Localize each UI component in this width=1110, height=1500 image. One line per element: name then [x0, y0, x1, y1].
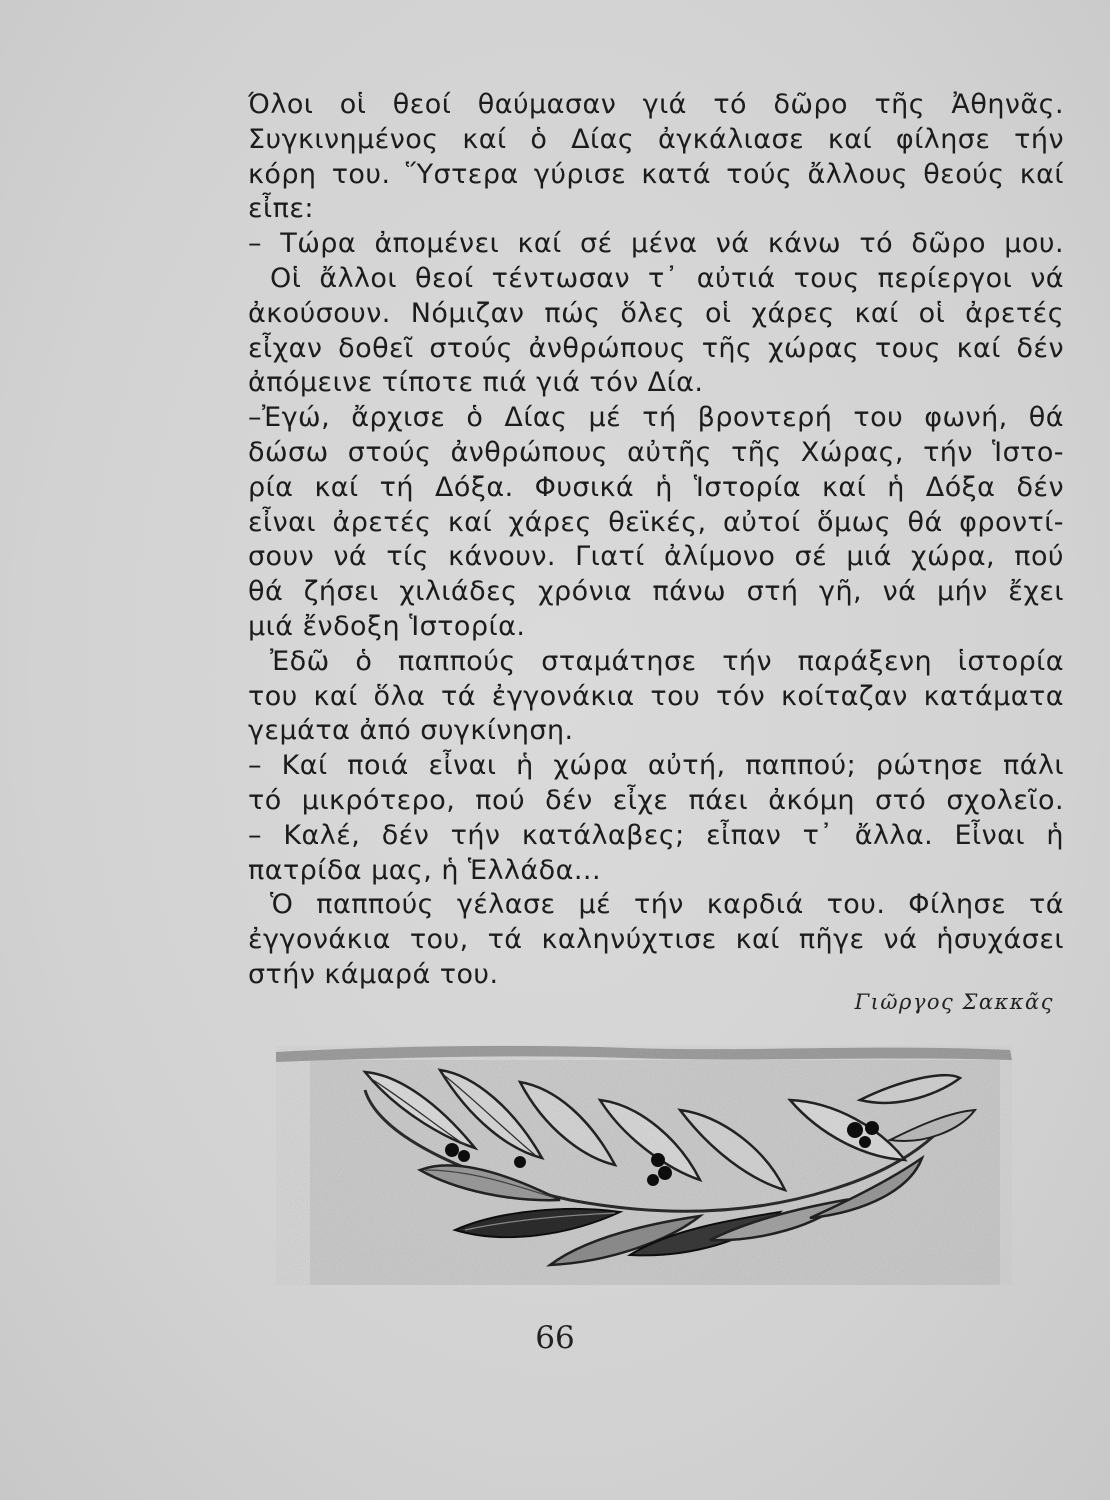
text-line: Ἐδῶ ὁ παππούς σταμάτησε τήν παράξενη ἱστορία — [270, 645, 1064, 677]
text-line: σουν νά τίς κάνουν. Γιατί ἀλίμονο σέ μιά χώρα, πού — [248, 541, 1064, 573]
text-line: κόρη του. Ὕστερα γύρισε κατά τούς ἄλλους θεούς καί — [248, 158, 1064, 190]
text-line: – Καί ποιά εἶναι ἡ χώρα αὐτή, παππού; ρώτησε πάλι — [248, 750, 1064, 782]
text-line: στήν κάμαρά του. — [248, 958, 499, 990]
text-line: Οἱ ἄλλοι θεοί τέντωσαν τ᾽ αὐτιά τους περίεργοι νά — [270, 262, 1064, 294]
text-line: – Καλέ, δέν τήν κατάλαβες; εἶπαν τ᾽ ἄλλα. Εἶναι ἡ — [248, 819, 1064, 851]
text-line: γεμάτα ἀπό συγκίνηση. — [248, 715, 574, 747]
text-line: θά ζήσει χιλιάδες χρόνια πάνω στή γῆ, νά μήν ἔχει — [248, 576, 1064, 608]
text-line: –Ἐγώ, ἄρχισε ὁ Δίας μέ τή βροντερή του φωνή, θά — [248, 402, 1064, 434]
text-line: δώσω στούς ἀνθρώπους αὐτῆς τῆς Χώρας, τήν Ἱστο- — [248, 436, 1064, 468]
text-line: εἶχαν δοθεῖ στούς ἀνθρώπους τῆς χώρας τους καί δέν — [248, 332, 1064, 364]
text-line: Όλοι οἱ θεοί θαύμασαν γιά τό δῶρο τῆς Ἀθηνᾶς. — [248, 89, 1064, 120]
text-line: – Τώρα ἀπομένει καί σέ μένα νά κάνω τό δῶρο μου. — [248, 228, 1064, 260]
olive-branch-icon — [270, 1030, 1030, 1300]
text-line: τό μικρότερο, πού δέν εἶχε πάει ἀκόμη στό σχολεῖο. — [248, 784, 1064, 816]
text-line: μιά ἔνδοξη Ἱστορία. — [248, 610, 526, 642]
text-line: Συγκινημένος καί ὁ Δίας ἀγκάλιασε καί φίλησε τήν — [248, 123, 1064, 155]
text-line: ἐγγονάκια του, τά καληνύχτισε καί πῆγε νά ἡσυχάσει — [248, 924, 1064, 956]
text-line: ἀπόμεινε τίποτε πιά γιά τόν Δία. — [248, 367, 704, 399]
text-line: εἶναι ἀρετές καί χάρες θεϊκές, αὐτοί ὅμως θά φροντί- — [248, 506, 1064, 538]
text-line: Ὁ παππούς γέλασε μέ τήν καρδιά του. Φίλησε τά — [270, 889, 1064, 921]
page-number: 66 — [535, 1320, 575, 1356]
text-line: του καί ὅλα τά ἐγγονάκια του τόν κοίταζαν κατάματα — [248, 680, 1064, 712]
author-signature: Γιῶργος Σακκᾶς — [854, 990, 1054, 1014]
text-line: ρία καί τή Δόξα. Φυσικά ἡ Ἱστορία καί ἡ Δόξα δέν — [248, 471, 1064, 503]
text-line: ἀκούσουν. Νόμιζαν πώς ὅλες οἱ χάρες καί οἱ ἀρετές — [248, 297, 1064, 329]
text-line: εἶπε: — [248, 193, 314, 225]
text-line: πατρίδα μας, ἡ Ἑλλάδα... — [248, 854, 601, 886]
story-text — [248, 88, 1064, 993]
